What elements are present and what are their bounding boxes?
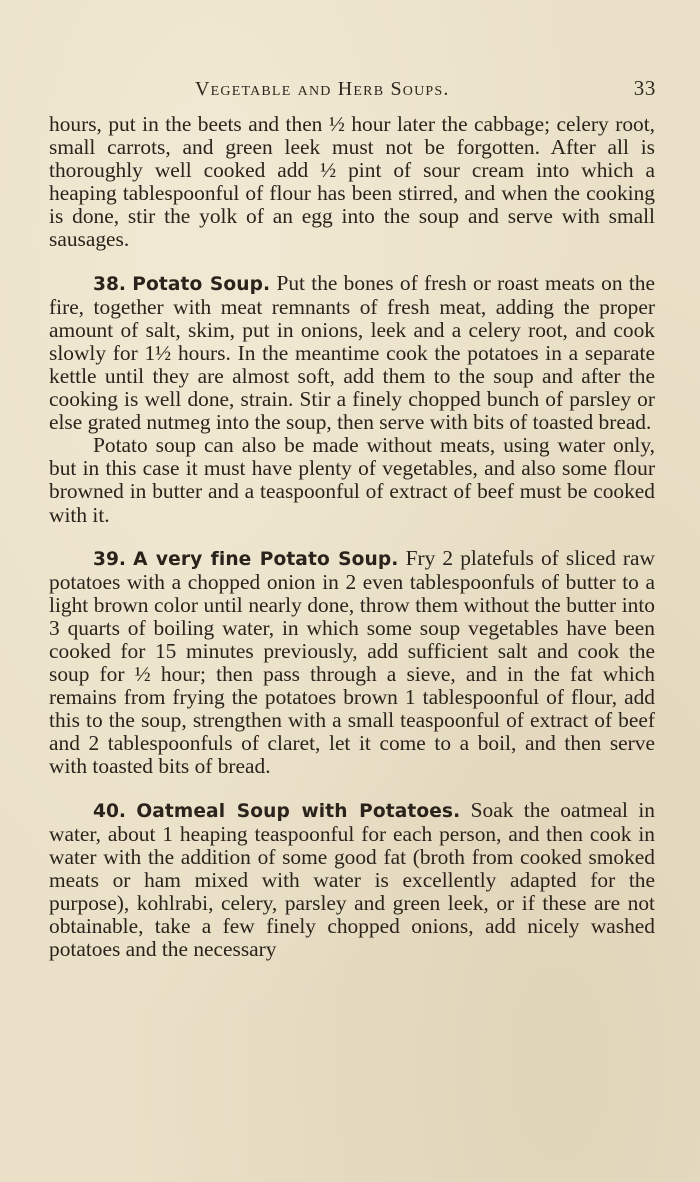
recipe-39-number: 39. <box>93 548 126 570</box>
recipe-40-text: Soak the oatmeal in water, about 1 heaping teaspoonful for each person, and then cook in water with the addition of some good fat (broth from cooked smoked meats or ham mixed with water is excellently adapted for the purpose), kohlrabi, celery, parsley and green leek, or if these are not obtainable, take a few finely chopped onions, add nicely washed potatoes and the necessary <box>49 797 655 962</box>
recipe-39-title: A very fine Potato Soup. <box>133 548 399 570</box>
page-body <box>49 113 655 961</box>
continued-paragraph: hours, put in the beets and then ½ hour later the cabbage; celery root, small carrots, and green leek must not be forgotten. After all is thoroughly well cooked add ½ pint of sour cream into which a heaping tablespoonful of flour has been stirred, and when the cooking is done, stir the yolk of an egg into the soup and serve with small sausages. <box>49 112 655 252</box>
recipe-40-paragraph <box>49 799 655 962</box>
recipe-40-title: Oatmeal Soup with Potatoes. <box>136 800 461 822</box>
recipe-38-number: 38. <box>93 273 126 295</box>
recipe-39-paragraph <box>49 547 655 779</box>
running-header <box>195 76 656 106</box>
page-number: 33 <box>633 76 656 100</box>
recipe-40-number: 40. <box>93 800 126 822</box>
recipe-38-paragraph-2: Potato soup can also be made without meats, using water only, but in this case it must have plenty of vegetables, and also some flour browned in butter and a teaspoonful of extract of beef must be cooked with it. <box>49 433 655 527</box>
recipe-38-paragraph <box>49 272 655 435</box>
running-title: Vegetable and Herb Soups. <box>195 78 450 100</box>
recipe-39-text: Fry 2 platefuls of sliced raw potatoes with a chopped onion in 2 even tablespoonfuls of butter to a light brown color until nearly done, throw them without the butter into 3 quarts of boiling water, in which some soup vegetables have been cooked for 15 minutes previously, add sufficient salt and cook the soup for ½ hour; then pass through a sieve, and in the fat which remains from frying the potatoes brown 1 tablespoonful of flour, add this to the soup, strengthen with a small teaspoonful of extract of beef and 2 tablespoonfuls of claret, let it come to a boil, and then serve with toasted bits of bread. <box>49 545 655 779</box>
recipe-38-text: Put the bones of fresh or roast meats on the fire, together with meat remnants of fresh meat, adding the proper amount of salt, skim, put in onions, leek and a celery root, and cook slowly for 1½ hours. In the meantime cook the potatoes in a separate kettle until they are almost soft, add them to the soup and after the cooking is well done, strain. Stir a finely chopped bunch of parsley or else grated nutmeg into the soup, then serve with bits of toasted bread. <box>49 270 655 435</box>
recipe-38-title: Potato Soup. <box>132 273 271 295</box>
